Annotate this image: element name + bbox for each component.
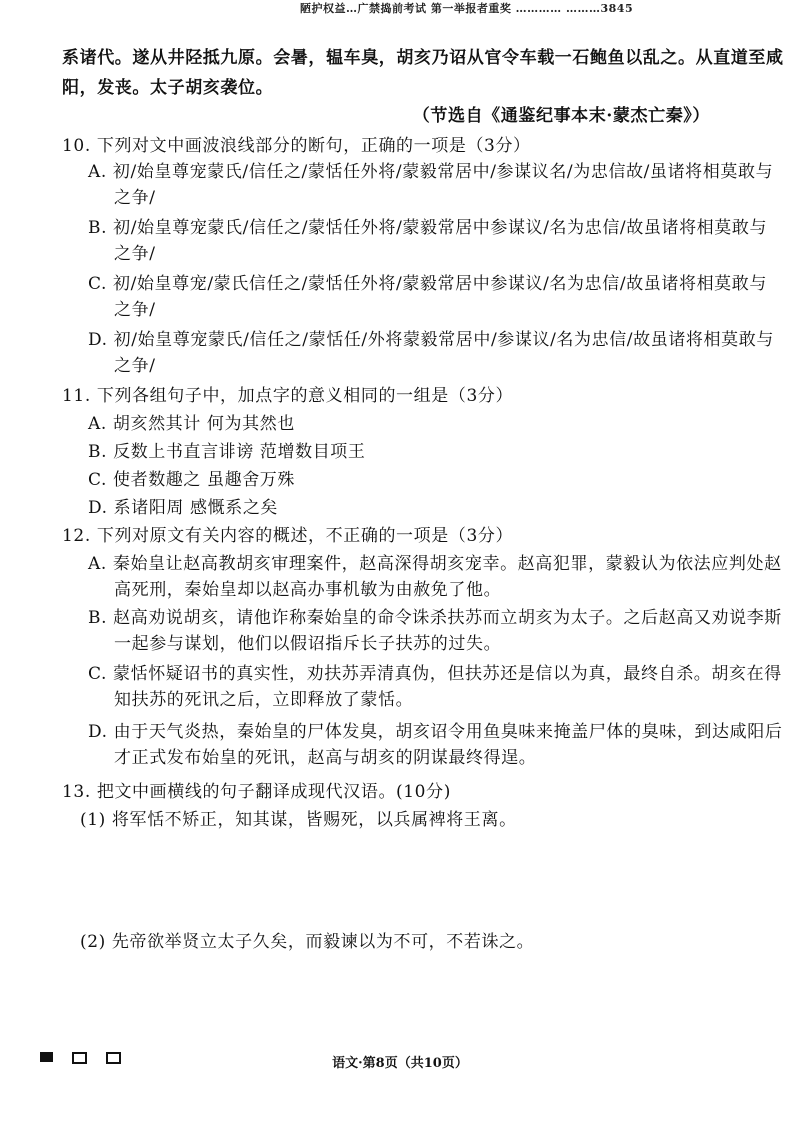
page-number: 语文·第8页（共10页） xyxy=(332,1056,468,1071)
q13-sentence-2: (2) 先帝欲举贤立太子久矣，而毅谏以为不可，不若诛之。 xyxy=(80,932,535,952)
q12-option-c: C. 蒙恬怀疑诏书的真实性，劝扶苏弄清真伪，但扶苏还是信以为真，最终自杀。胡亥在得 xyxy=(88,664,782,684)
question-11-stem: 11. 下列各组句子中，加点字的意义相同的一组是（3分） xyxy=(62,386,514,406)
q11-option-c: C. 使者数趣之 虽趣舍万殊 xyxy=(88,470,296,490)
q10-option-a: A. 初/始皇尊宠蒙氏/信任之/蒙恬任外将/蒙毅常居中/参谋议名/为忠信故/虽诸将相莫敢与 xyxy=(88,162,774,182)
q10-option-a-cont: 之争/ xyxy=(114,188,156,208)
q11-option-b: B. 反数上书直言诽谤 范增数目项王 xyxy=(88,442,366,462)
q12-option-a-cont: 高死刑，秦始皇却以赵高办事机敏为由赦免了他。 xyxy=(114,580,502,600)
q10-option-c: C. 初/始皇尊宠/蒙氏信任之/蒙恬任外将/蒙毅常居中参谋议/名为忠信/故虽诸将相莫敢与 xyxy=(88,274,767,294)
passage-line-1: 系诸代。遂从井陉抵九原。会暑，辒车臭，胡亥乃诏从官令车载一石鲍鱼以乱之。从直道至咸 xyxy=(62,48,784,68)
q10-option-d-cont: 之争/ xyxy=(114,356,156,376)
q11-option-d: D. 系诸阳周 感慨系之矣 xyxy=(88,498,279,518)
passage-source: （节选自《通鉴纪事本末·蒙杰亡秦》） xyxy=(412,106,710,126)
question-12-stem: 12. 下列对原文有关内容的概述，不正确的一项是（3分） xyxy=(62,526,514,546)
q10-option-b-cont: 之争/ xyxy=(114,244,156,264)
question-13-stem: 13. 把文中画横线的句子翻译成现代汉语。(10分) xyxy=(62,782,451,802)
q12-option-b: B. 赵高劝说胡亥，请他诈称秦始皇的命令诛杀扶苏而立胡亥为太子。之后赵高又劝说李斯 xyxy=(88,608,782,628)
q12-option-d: D. 由于天气炎热，秦始皇的尸体发臭，胡亥诏令用鱼臭味来掩盖尸体的臭味，到达咸阳后 xyxy=(88,722,783,742)
top-header-strip: 陋护权益…广禁捣前考试 第一举报者重奖 ………… ………3845 xyxy=(300,2,634,14)
q10-option-c-cont: 之争/ xyxy=(114,300,156,320)
q12-option-b-cont: 一起参与谋划，他们以假诏指斥长子扶苏的过失。 xyxy=(114,634,502,654)
q13-sentence-1: (1) 将军恬不矫正，知其谋，皆赐死，以兵属裨将王离。 xyxy=(80,810,517,830)
q11-option-a: A. 胡亥然其计 何为其然也 xyxy=(88,414,295,434)
q12-option-d-cont: 才正式发布始皇的死讯，赵高与胡亥的阴谋最终得逞。 xyxy=(114,748,537,768)
q10-option-b: B. 初/始皇尊宠蒙氏/信任之/蒙恬任外将/蒙毅常居中参谋议/名为忠信/故虽诸将相莫敢与 xyxy=(88,218,768,238)
q10-option-d: D. 初/始皇尊宠蒙氏/信任之/蒙恬任/外将蒙毅常居中/参谋议/名为忠信/故虽诸将相莫敢与 xyxy=(88,330,774,350)
passage-line-2: 阳，发丧。太子胡亥袭位。 xyxy=(62,78,274,98)
q12-option-c-cont: 知扶苏的死讯之后，立即释放了蒙恬。 xyxy=(114,690,414,710)
q12-option-a: A. 秦始皇让赵高教胡亥审理案件，赵高深得胡亥宠幸。赵高犯罪，蒙毅认为依法应判处赵 xyxy=(88,554,782,574)
question-10-stem: 10. 下列对文中画波浪线部分的断句，正确的一项是（3分） xyxy=(62,136,531,156)
